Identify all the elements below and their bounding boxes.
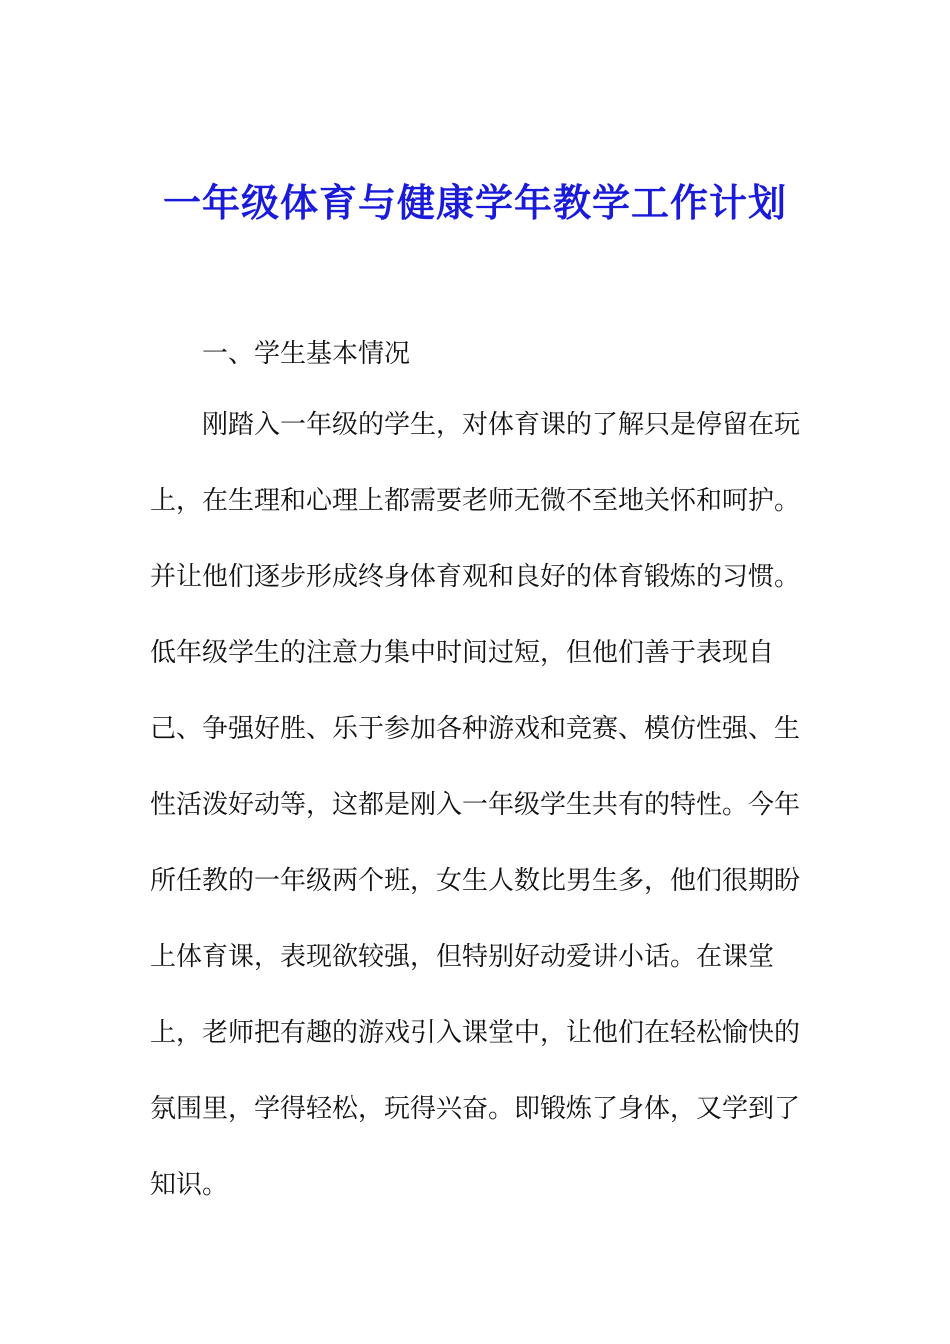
paragraph-line: 己、争强好胜、乐于参加各种游戏和竞赛、模仿性强、生 xyxy=(150,714,801,744)
paragraph-line: 氛围里，学得轻松，玩得兴奋。即锻炼了身体，又学到了 xyxy=(150,1094,801,1124)
paragraph-line: 刚踏入一年级的学生，对体育课的了解只是停留在玩 xyxy=(202,410,801,440)
section-heading-student-situation: 一、学生基本情况 xyxy=(202,339,411,369)
paragraph-line: 上，在生理和心理上都需要老师无微不至地关怀和呵护。 xyxy=(150,486,801,516)
paragraph-line: 所任教的一年级两个班，女生人数比男生多，他们很期盼 xyxy=(150,866,801,896)
paragraph-line: 并让他们逐步形成终身体育观和良好的体育锻炼的习惯。 xyxy=(150,562,801,592)
paragraph-line: 上体育课，表现欲较强，但特别好动爱讲小话。在课堂 xyxy=(150,942,775,972)
paragraph-line: 低年级学生的注意力集中时间过短，但他们善于表现自 xyxy=(150,638,775,668)
paragraph-line: 知识。 xyxy=(150,1170,229,1200)
document-title: 一年级体育与健康学年教学工作计划 xyxy=(162,180,787,225)
paragraph-line: 性活泼好动等，这都是刚入一年级学生共有的特性。今年 xyxy=(150,790,801,820)
paragraph-line: 上，老师把有趣的游戏引入课堂中，让他们在轻松愉快的 xyxy=(150,1018,801,1048)
